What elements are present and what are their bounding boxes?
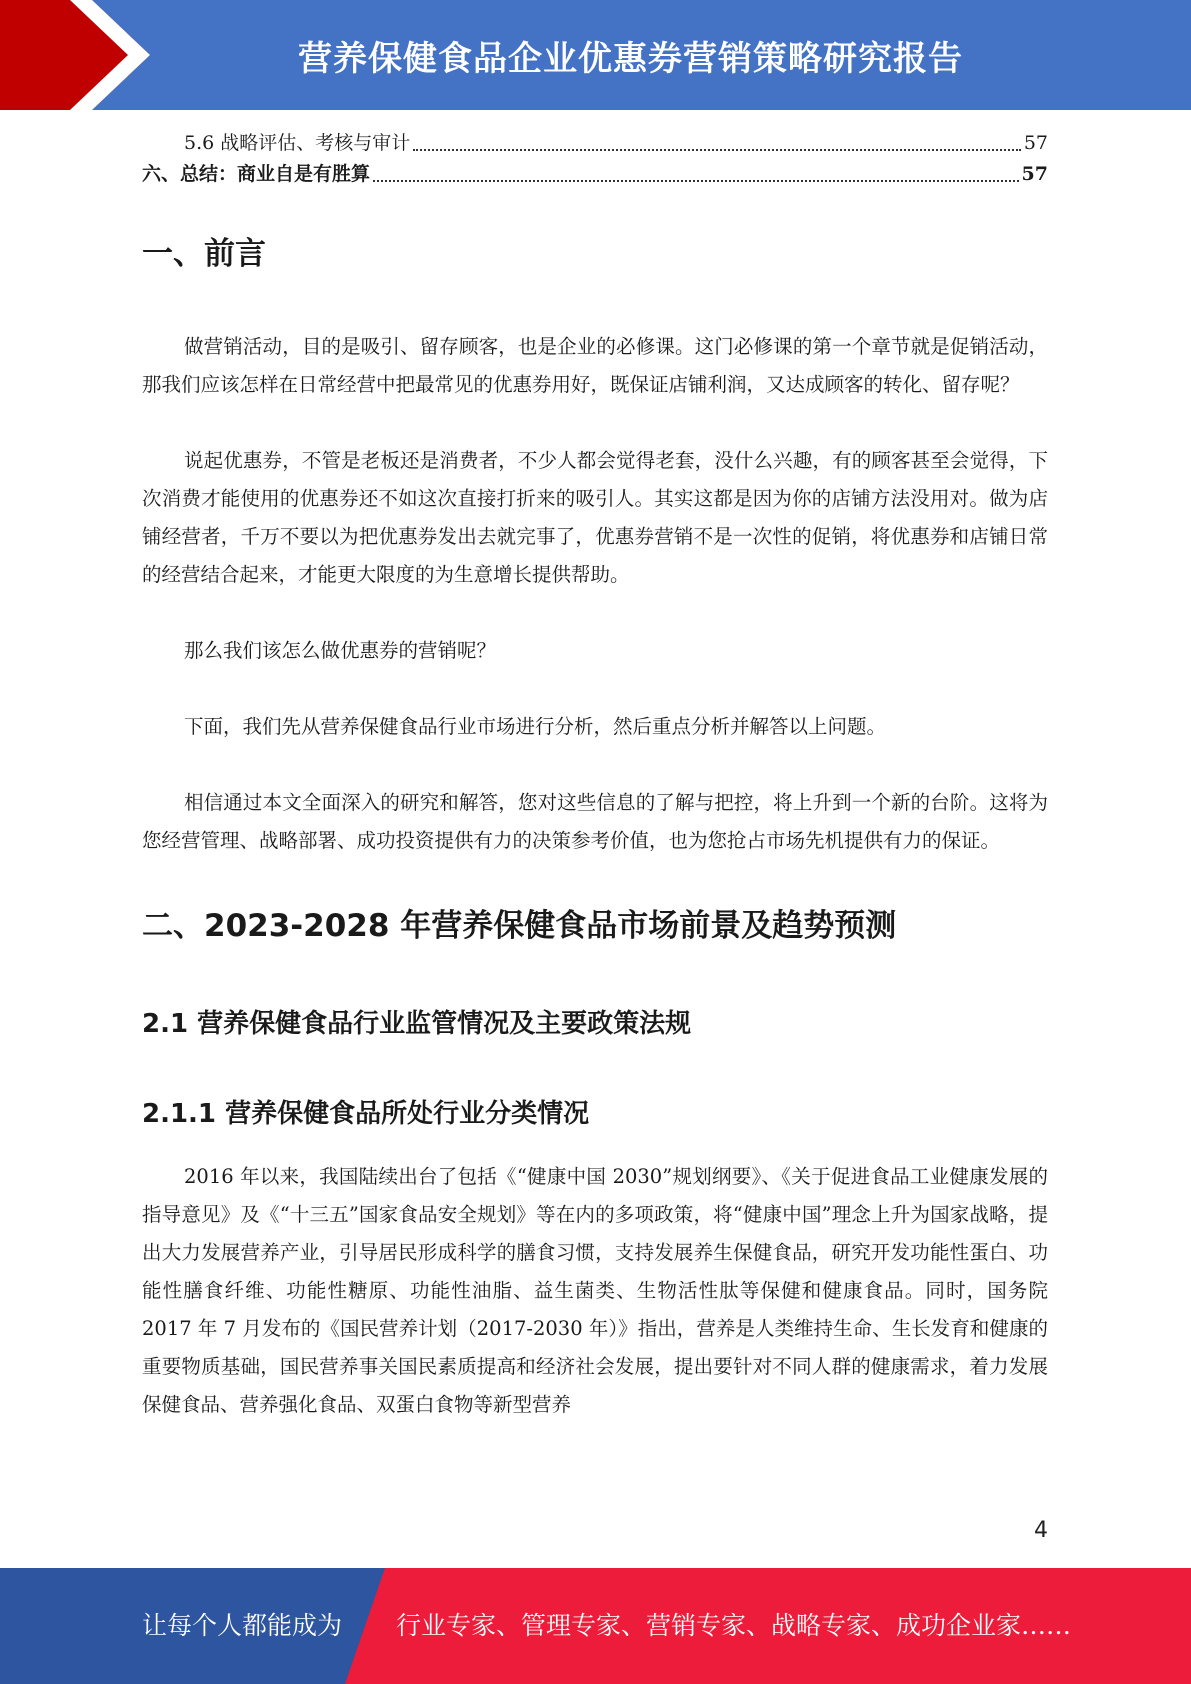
body-paragraph: 下面，我们先从营养保健食品行业市场进行分析，然后重点分析并解答以上问题。: [184, 715, 887, 738]
toc-leader-dots: [373, 179, 1019, 182]
body-paragraph: 相信通过本文全面深入的研究和解答，您对这些信息的了解与把控，将上升到一个新的台阶。这将为您经营管理、战略部署、成功投资提供有力的决策参考价值，也为您抢占市场先机提供有力的保证。: [142, 791, 1048, 852]
body-paragraph: 那么我们该怎么做优惠券的营销呢？: [184, 639, 497, 662]
body-paragraph: 2016 年以来，我国陆续出台了包括《“健康中国 2030”规划纲要》、《关于促进食品工业健康发展的指导意见》及《“十三五”国家食品安全规划》等在内的多项政策，将“健康中国”理念上升为国家战略，提出大力发展营养产业，引导居民形成科学的膳食习惯，支持发展养生保健食品，研究开发功能性蛋白、功能性膳食纤维、功能性糖原、功能性油脂、益生菌类、生物活性肽等保健和健康食品。同时，国务院 2017 年 7 月发布的《国民营养计划（2017-2030 年）》指出，营养是人类维持生命、生长发育和健康的重要物质基础，国民营养事关国民素质提高和经济社会发展，提出要针对不同人群的健康需求，着力发展保健食品、营养强化食品、双蛋白食物等新型营养: [142, 1165, 1048, 1416]
toc-entry[interactable]: [142, 159, 1048, 190]
section-heading-preface: 一、前言: [142, 236, 266, 272]
toc-entry-text: 六、总结：商业自是有胜算: [142, 163, 371, 185]
subsection-heading: 2.1.1 营养保健食品所处行业分类情况: [142, 1099, 590, 1129]
body-paragraph: 说起优惠券，不管是老板还是消费者，不少人都会觉得老套，没什么兴趣，有的顾客甚至会觉得，下次消费才能使用的优惠券还不如这次直接打折来的吸引人。其实这都是因为你的店铺方法没用对。做为店铺经营者，千万不要以为把优惠券发出去就完事了，优惠券营销不是一次性的促销，将优惠券和店铺日常的经营结合起来，才能更大限度的为生意增长提供帮助。: [142, 449, 1048, 586]
page-footer: [0, 1568, 1191, 1684]
table-of-contents: [142, 128, 1048, 190]
report-title: 营养保健食品企业优惠券营销策略研究报告: [298, 38, 963, 79]
toc-entry-text: 5.6 战略评估、考核与审计: [184, 132, 411, 154]
toc-entry-page: 57: [1023, 132, 1048, 154]
page-content: [142, 128, 1048, 1424]
toc-entry[interactable]: [142, 128, 1048, 159]
page-number: 4: [1034, 1518, 1048, 1543]
footer-slogan-roles: 行业专家、管理专家、营销专家、战略专家、成功企业家……: [396, 1611, 1072, 1640]
toc-leader-dots: [413, 148, 1021, 151]
subsection-heading: 2.1 营养保健食品行业监管情况及主要政策法规: [142, 1009, 692, 1039]
page-header: [0, 0, 1191, 110]
section-heading-market-outlook: 二、2023-2028 年营养保健食品市场前景及趋势预测: [142, 908, 897, 944]
toc-entry-page: 57: [1021, 163, 1048, 185]
footer-slogan-lead: 让每个人都能成为: [142, 1611, 343, 1640]
body-paragraph: 做营销活动，目的是吸引、留存顾客，也是企业的必修课。这门必修课的第一个章节就是促销活动，那我们应该怎样在日常经营中把最常见的优惠券用好，既保证店铺利润，又达成顾客的转化、留存呢？: [142, 335, 1048, 396]
